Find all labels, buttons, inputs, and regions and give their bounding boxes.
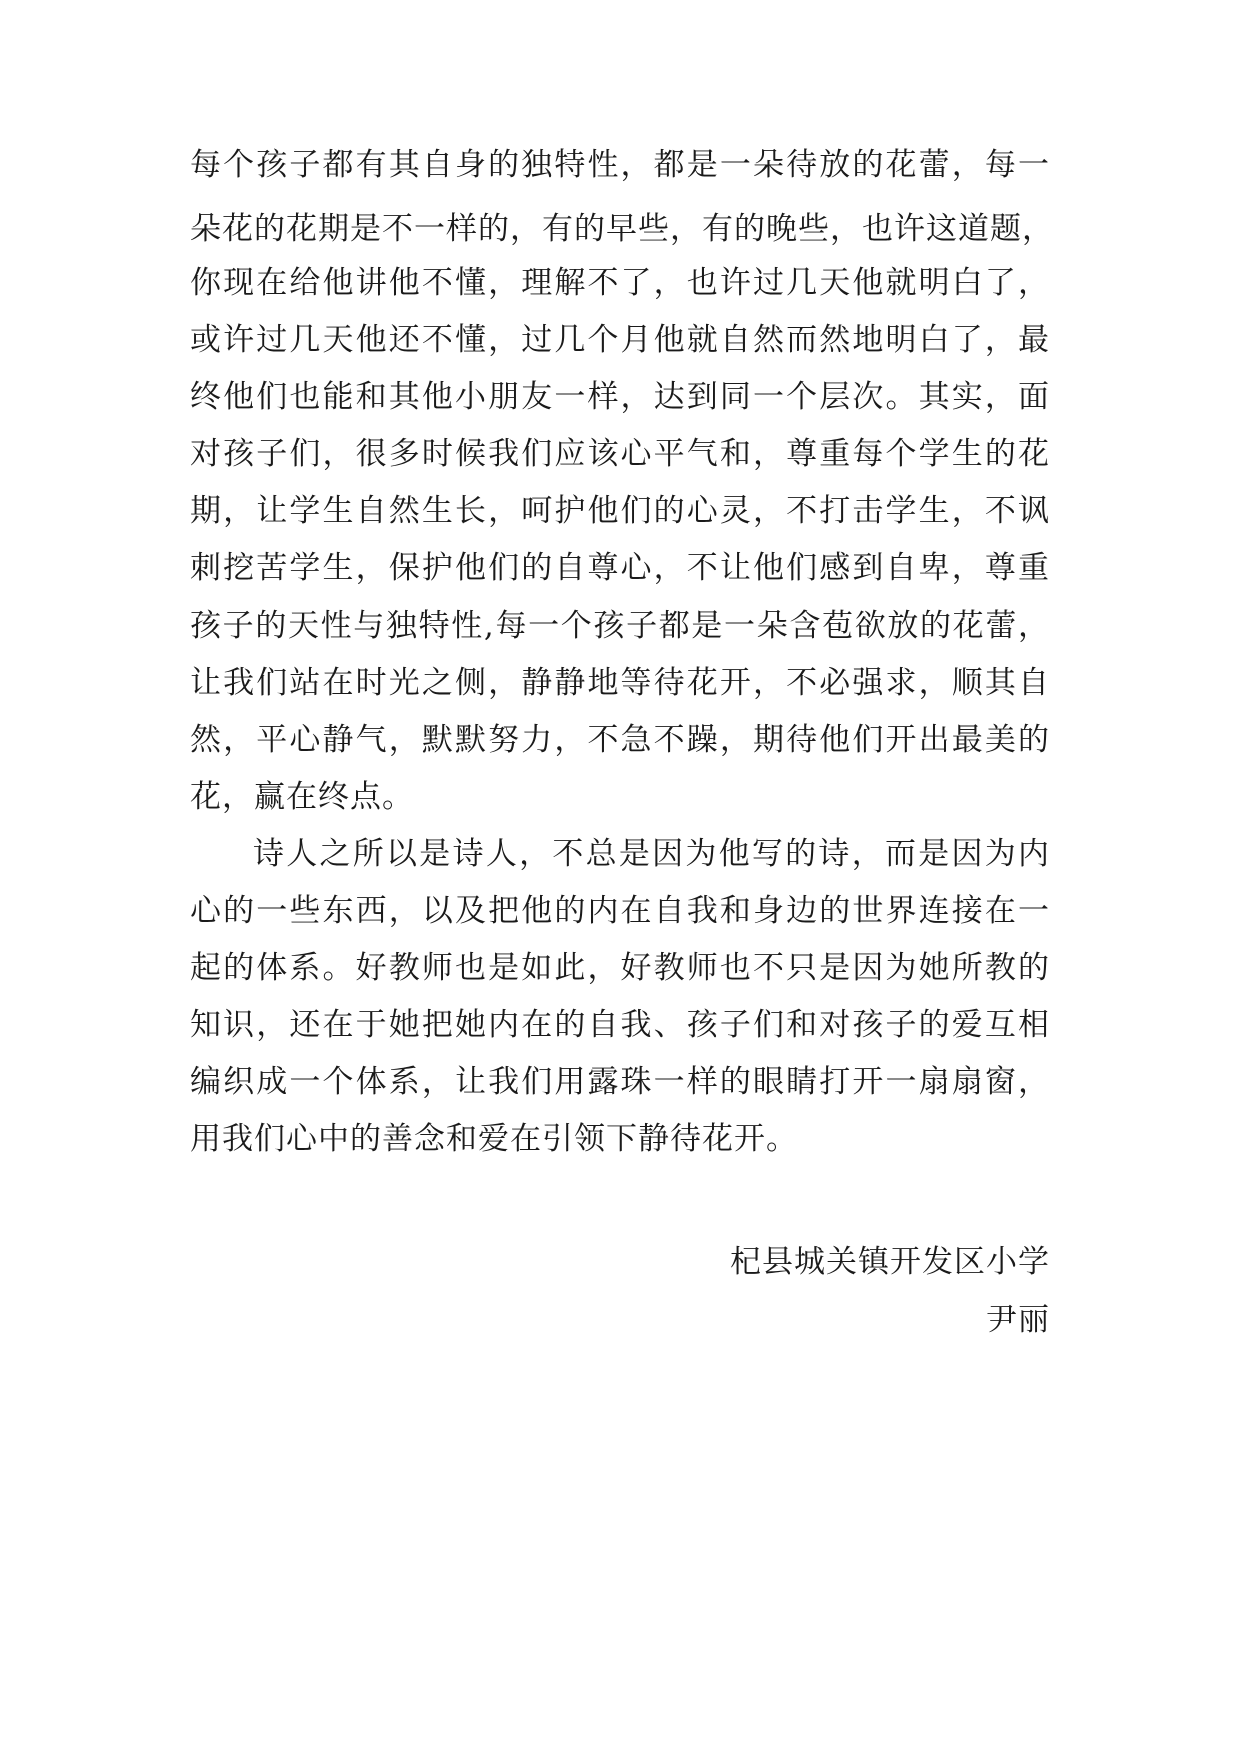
paragraph-line: 花，赢在终点。 <box>190 779 414 815</box>
paragraph-line: 然，平心静气，默默努力，不急不躁，期待他们开出最美的 <box>190 722 1050 758</box>
paragraph-line: 诗人之所以是诗人，不总是因为他写的诗，而是因为内 <box>253 836 1050 872</box>
paragraph-line: 心的一些东西，以及把他的内在自我和身边的世界连接在一 <box>190 893 1050 929</box>
paragraph-line: 编织成一个体系，让我们用露珠一样的眼睛打开一扇扇窗， <box>190 1064 1050 1100</box>
paragraph-line: 你现在给他讲他不懂，理解不了，也许过几天他就明白了， <box>190 265 1050 301</box>
paragraph-line: 朵花的花期是不一样的，有的早些，有的晚些，也许这道题， <box>190 211 1054 247</box>
paragraph-line: 每个孩子都有其自身的独特性，都是一朵待放的花蕾，每一 <box>190 147 1050 183</box>
paragraph-line: 孩子的天性与独特性,每一个孩子都是一朵含苞欲放的花蕾， <box>190 608 1050 644</box>
paragraph-line: 起的体系。好教师也是如此，好教师也不只是因为她所教的 <box>190 950 1050 986</box>
paragraph-line: 刺挖苦学生，保护他们的自尊心，不让他们感到自卑，尊重 <box>190 550 1050 586</box>
paragraph-line: 期，让学生自然生长，呵护他们的心灵，不打击学生，不讽 <box>190 493 1050 529</box>
paragraph-line: 对孩子们，很多时候我们应该心平气和，尊重每个学生的花 <box>190 436 1050 472</box>
paragraph-line: 让我们站在时光之侧，静静地等待花开，不必强求，顺其自 <box>190 665 1050 701</box>
paragraph-line: 终他们也能和其他小朋友一样，达到同一个层次。其实，面 <box>190 379 1050 415</box>
signature-author: 尹丽 <box>986 1302 1050 1338</box>
paragraph-line: 用我们心中的善念和爱在引领下静待花开。 <box>190 1121 798 1157</box>
paragraph-line: 知识，还在于她把她内在的自我、孩子们和对孩子的爱互相 <box>190 1007 1050 1043</box>
signature-school: 杞县城关镇开发区小学 <box>730 1244 1050 1280</box>
paragraph-line: 或许过几天他还不懂，过几个月他就自然而然地明白了，最 <box>190 322 1050 358</box>
